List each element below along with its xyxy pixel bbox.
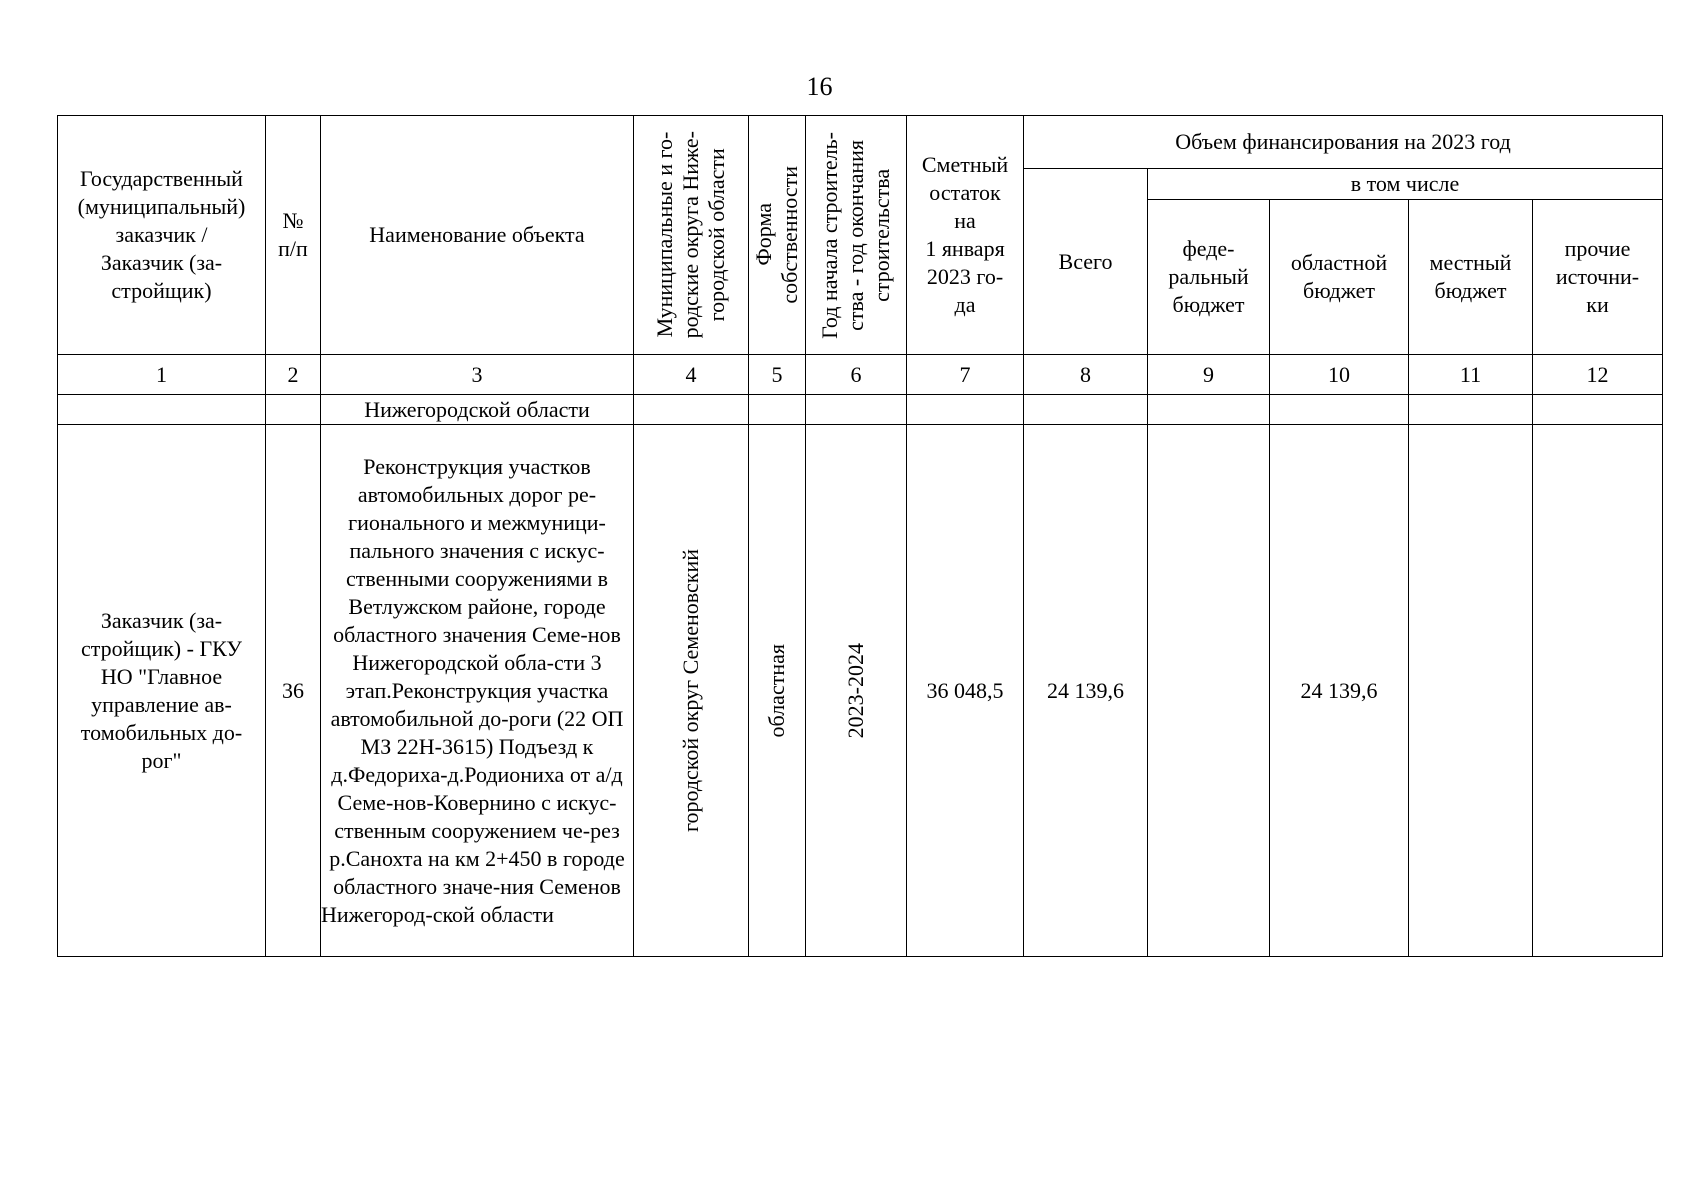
row-object-name: Реконструкция участков автомобильных дорог ре-гионального и межмуници-пального значения с искус-ственными сооружениями в Ветлужском районе, городе областного значения Семе-нов Нижегородской обла-сти 3 этап.Реконструкция участка автомобильной до-роги (22 ОП МЗ 22Н-3615) Подъезд к д.Федориха-д.Родиониха от а/д Семе-нов-Ковернино с искус-ственным сооружением че-рез р.Санохта на км 2+450 в городе областного значе-ния Семенов Нижегород-ской области bbox=[321, 425, 634, 957]
column-number: 9 bbox=[1148, 355, 1270, 395]
row-federal bbox=[1148, 425, 1270, 957]
header-financing-group: Объем финансирования на 2023 год bbox=[1024, 116, 1663, 169]
table-row bbox=[58, 425, 1663, 957]
row-ownership: областная bbox=[749, 425, 806, 957]
header-including: в том числе bbox=[1148, 169, 1663, 200]
header-number: № п/п bbox=[266, 116, 321, 355]
column-number: 4 bbox=[634, 355, 749, 395]
header-total: Всего bbox=[1024, 169, 1148, 355]
header-object-name: Наименование объекта bbox=[321, 116, 634, 355]
row-total: 24 139,6 bbox=[1024, 425, 1148, 957]
header-local: местный бюджет bbox=[1409, 200, 1533, 355]
financing-table bbox=[57, 115, 1663, 957]
header-customer: Государственный (муниципальный) заказчик / Заказчик (за- стройщик) bbox=[58, 116, 266, 355]
continuation-row bbox=[58, 395, 1663, 425]
column-number: 3 bbox=[321, 355, 634, 395]
row-local bbox=[1409, 425, 1533, 957]
header-ownership: Форма собственности bbox=[749, 116, 806, 355]
row-number: 36 bbox=[266, 425, 321, 957]
row-municipality: городской округ Семеновский bbox=[634, 425, 749, 957]
header-years: Год начала строитель- ства - год окончания строительства bbox=[806, 116, 907, 355]
column-number: 12 bbox=[1533, 355, 1663, 395]
column-number: 1 bbox=[58, 355, 266, 395]
column-number: 8 bbox=[1024, 355, 1148, 395]
column-number: 2 bbox=[266, 355, 321, 395]
column-number: 6 bbox=[806, 355, 907, 395]
header-regional: областной бюджет bbox=[1270, 200, 1409, 355]
header-other: прочие источни- ки bbox=[1533, 200, 1663, 355]
page-number: 16 bbox=[806, 72, 833, 101]
header-municipality: Муниципальные и го- родские округа Ниже- городской области bbox=[634, 116, 749, 355]
continuation-object-name: Нижегородской области bbox=[321, 395, 634, 425]
header-estimate-balance: Сметный остаток на 1 января 2023 го- да bbox=[907, 116, 1024, 355]
row-customer: Заказчик (за- стройщик) - ГКУ НО "Главное управление ав- томобильных до- рог" bbox=[58, 425, 266, 957]
column-number: 11 bbox=[1409, 355, 1533, 395]
row-other bbox=[1533, 425, 1663, 957]
column-number: 5 bbox=[749, 355, 806, 395]
column-number: 10 bbox=[1270, 355, 1409, 395]
column-number-row bbox=[58, 355, 1663, 395]
row-regional: 24 139,6 bbox=[1270, 425, 1409, 957]
header-federal: феде- ральный бюджет bbox=[1148, 200, 1270, 355]
row-years: 2023-2024 bbox=[806, 425, 907, 957]
row-estimate-balance: 36 048,5 bbox=[907, 425, 1024, 957]
column-number: 7 bbox=[907, 355, 1024, 395]
